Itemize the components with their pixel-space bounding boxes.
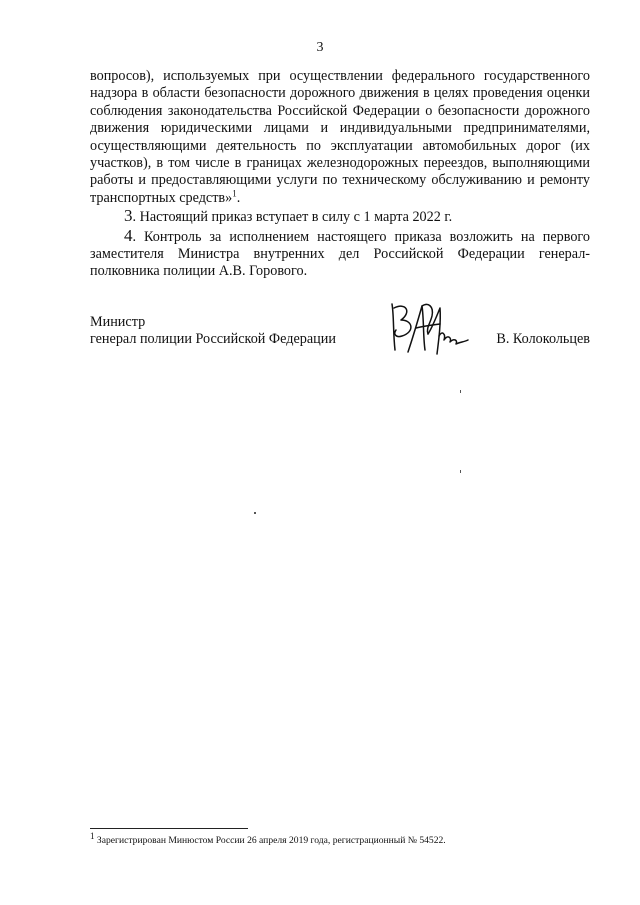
- scan-speck: [460, 470, 461, 473]
- signatory-name: В. Колокольцев: [496, 331, 590, 347]
- item-4-text: . Контроль за исполнением настоящего приказа возложить на первого заместителя Министра внутренних дел Российской Федерации генерал-полковника полиции А.В. Горового.: [90, 228, 590, 280]
- document-body: [90, 68, 590, 281]
- footnote-marker: 1: [90, 830, 95, 841]
- paragraph-continuation: [90, 68, 590, 207]
- item-3-number: 3: [124, 206, 133, 226]
- footnote-text: Зарегистрирован Минюстом России 26 апреля 2019 года, регистрационный № 54522.: [94, 835, 446, 846]
- item-3-text: . Настоящий приказ вступает в силу с 1 марта 2022 г.: [132, 209, 453, 226]
- footnote: [90, 830, 590, 847]
- item-4-number: 4: [124, 225, 133, 245]
- footnote-reference: 1: [232, 188, 237, 199]
- page-number: 3: [316, 40, 324, 55]
- signatory-title-line-2: генерал полиции Российской Федерации: [90, 331, 336, 347]
- handwritten-signature: [384, 298, 470, 362]
- scan-speck: [460, 390, 461, 393]
- paragraph-continuation-end: .: [236, 189, 241, 206]
- paragraph-item-3: [90, 207, 590, 226]
- signatory-title-line-1: Министр: [90, 314, 146, 330]
- footnote-separator: [90, 828, 248, 829]
- paragraph-item-4: [90, 227, 590, 281]
- signature-block: [90, 314, 590, 374]
- scan-speck: [254, 512, 256, 514]
- paragraph-continuation-text: вопросов), используемых при осуществлении федерального государственного надзора в области безопасности дорожного движения в целях проведения оценки соблюдения законодательства Российской Федерации о безопасности дорожного движения юридическими лицами и индивидуальными предпринимателями, осуществляющими деятельность по эксплуатации автомобильных дорог (их участков), в том числе в границах железнодорожных переездов, выполняющими работы и предоставляющими услуги по техническому обслуживанию и ремонту транспортных средств»: [90, 68, 590, 206]
